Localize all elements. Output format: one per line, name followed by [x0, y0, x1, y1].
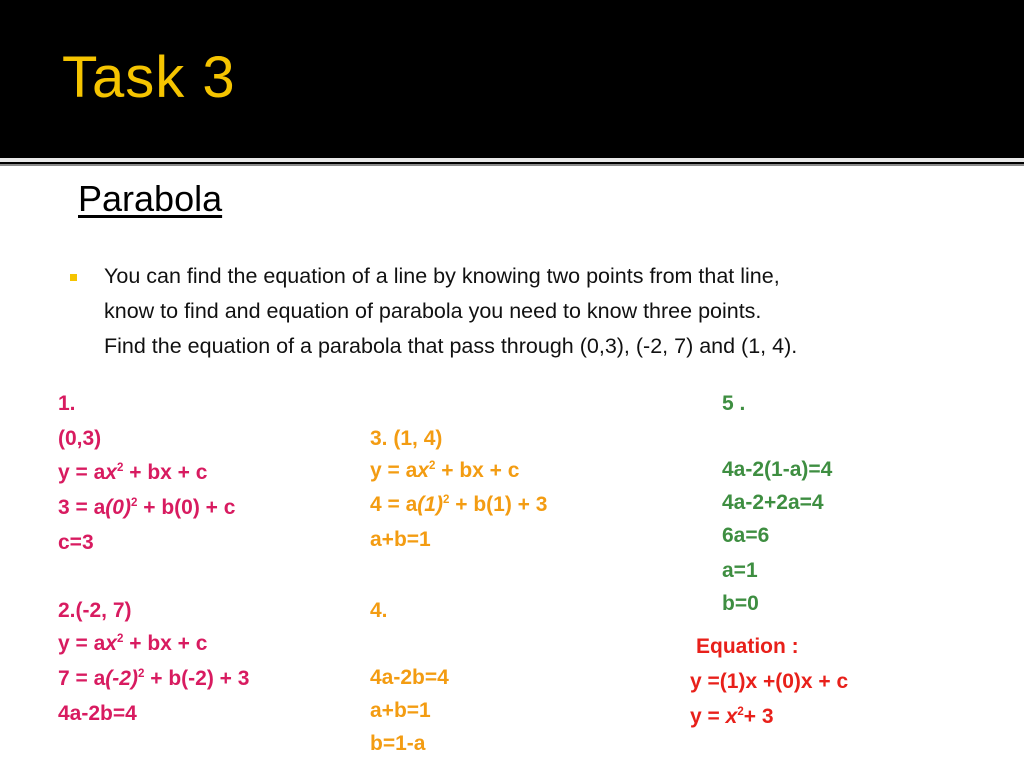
- col2-substitution: $4 = a(1)^2 + b(1) + 3$: [370, 493, 548, 516]
- bullet-line-1: You can find the equation of a line by knowing two points from that line,: [104, 264, 780, 288]
- equation-final: $y = x^2+ 3$: [690, 705, 774, 728]
- bullet-line-3: Find the equation of a parabola that pass through (0,3), (-2, 7) and (1, 4).: [104, 334, 798, 358]
- col1-point: (0,3): [58, 427, 102, 450]
- col1-result: c=3: [58, 531, 94, 554]
- bullet-square-icon: [70, 274, 77, 281]
- col3-simplify: 6a=6: [722, 524, 770, 547]
- col1-step2-general-form: $y = ax^2$ + bx + c: [58, 632, 208, 655]
- col3-a-value: a=1: [722, 559, 758, 582]
- equation-label: Equation :: [696, 635, 799, 658]
- col2-step4-eq3: b=1-a: [370, 732, 426, 755]
- col2-step4-eq2: a+b=1: [370, 699, 431, 722]
- col1-general-form: $y = ax^2$ + bx + c: [58, 461, 208, 484]
- col2-step4-eq1: 4a-2b=4: [370, 666, 449, 689]
- col2-step4-number: 4.: [370, 599, 388, 622]
- slide-title: Task 3: [62, 45, 236, 110]
- slide-body: [0, 166, 1024, 768]
- col3-expand: 4a-2+2a=4: [722, 491, 824, 514]
- bullet-line-2: know to find and equation of parabola you need to know three points.: [104, 299, 762, 323]
- col2-step-point: 3. (1, 4): [370, 427, 443, 450]
- col1-step-number: 1.: [58, 392, 76, 415]
- equation-line-1: y =(1)x +(0)x + c: [690, 670, 849, 693]
- slide-subtitle: Parabola: [78, 178, 223, 219]
- col1-step2-point: 2.(-2, 7): [58, 599, 132, 622]
- col2-general-form: $y = ax^2$ + bx + c: [370, 459, 520, 482]
- col3-substitution: 4a-2(1-a)=4: [722, 458, 833, 481]
- col1-step2-result: 4a-2b=4: [58, 702, 137, 725]
- col1-substitution: $3 = a(0)^2 + b(0) + c$: [58, 496, 236, 519]
- col3-b-value: b=0: [722, 592, 759, 615]
- title-band: [0, 0, 1024, 158]
- bullet-paragraph: [104, 259, 964, 364]
- col2-result: a+b=1: [370, 528, 431, 551]
- col1-step2-substitution: $7 = a(-2)^2 + b(-2) + 3$: [58, 667, 250, 690]
- col3-step-number: 5 .: [722, 392, 746, 415]
- title-divider: [0, 158, 1024, 162]
